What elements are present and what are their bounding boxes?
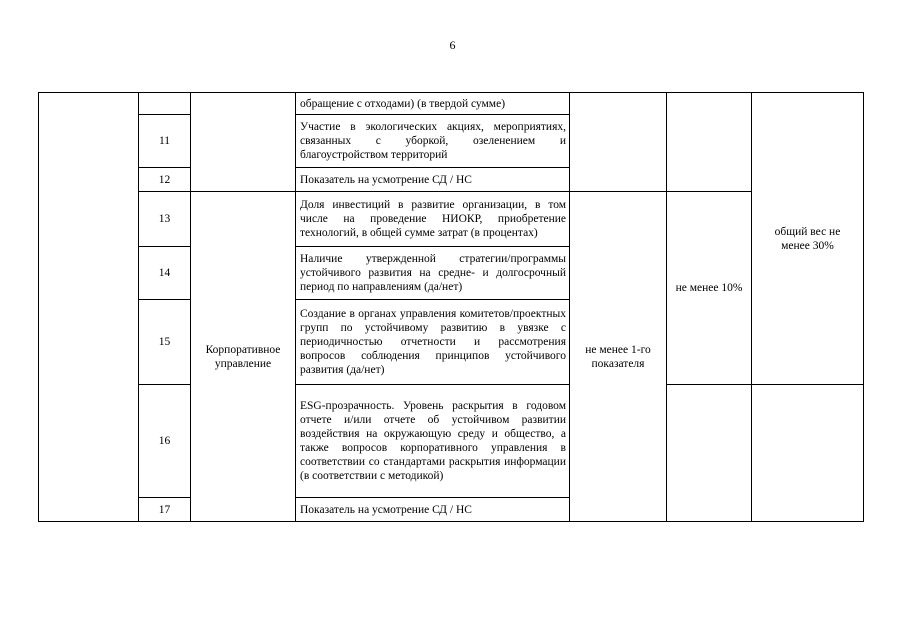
- row-number-cell: 13: [139, 192, 191, 247]
- indicator-text-cell: Показатель на усмотрение СД / НС: [296, 168, 570, 192]
- row-number-cell: 12: [139, 168, 191, 192]
- empty-percent-cell: [667, 385, 752, 522]
- indicator-text-cell: Создание в органах управления комитетов/проектных групп по устойчивому развитию в увязке с периодичностью отчетности и рассмотрения вопросов соблюдения принципов устойчивого развития (да/нет): [296, 300, 570, 385]
- table-row: [39, 385, 864, 498]
- category-cell-continued: [191, 93, 296, 192]
- row-number-cell: 16: [139, 385, 191, 498]
- page-number: 6: [449, 38, 456, 52]
- row-number-cell: 14: [139, 247, 191, 300]
- indicator-text-cell: обращение с отходами) (в твердой сумме): [296, 93, 570, 115]
- indicator-text-cell: Наличие утвержденной стратегии/программы устойчивого развития на средне- и долгосрочный период по направлениям (да/нет): [296, 247, 570, 300]
- category-cell: Корпоративное управление: [191, 192, 296, 522]
- indicator-text-cell: Показатель на усмотрение СД / НС: [296, 498, 570, 522]
- row-number-cell: [139, 93, 191, 115]
- percent-cell: не менее 10%: [667, 192, 752, 385]
- total-weight-cell: [752, 93, 864, 385]
- indicator-text-cell: ESG-прозрачность. Уровень раскрытия в годовом отчете и/или отчете об устойчивом развитии воздействия на окружающую среду и общество, а также вопросов корпоративного управления в соответствии со стандартами раскрытия информации (в соответствии с методикой): [296, 385, 570, 498]
- indicator-text-cell: Доля инвестиций в развитие организации, в том числе на проведение НИОКР, приобретение технологий, в общей сумме затрат (в процентах): [296, 192, 570, 247]
- total-weight-text: общий вес не менее 30%: [774, 225, 841, 252]
- row-number-cell: 15: [139, 300, 191, 385]
- table-row: [39, 192, 864, 247]
- criteria-table: [38, 92, 864, 522]
- empty-weight-cell: [752, 385, 864, 522]
- empty-first-column-cell: [39, 93, 139, 522]
- table-row: [39, 93, 864, 115]
- row-number-cell: 11: [139, 115, 191, 168]
- row-number-cell: 17: [139, 498, 191, 522]
- percent-cell-continued: [667, 93, 752, 192]
- min-indicators-cell: не менее 1-го показателя: [570, 192, 667, 522]
- min-indicators-cell-continued: [570, 93, 667, 192]
- indicator-text-cell: Участие в экологических акциях, мероприятиях, связанных с уборкой, озеленением и благоустройством территорий: [296, 115, 570, 168]
